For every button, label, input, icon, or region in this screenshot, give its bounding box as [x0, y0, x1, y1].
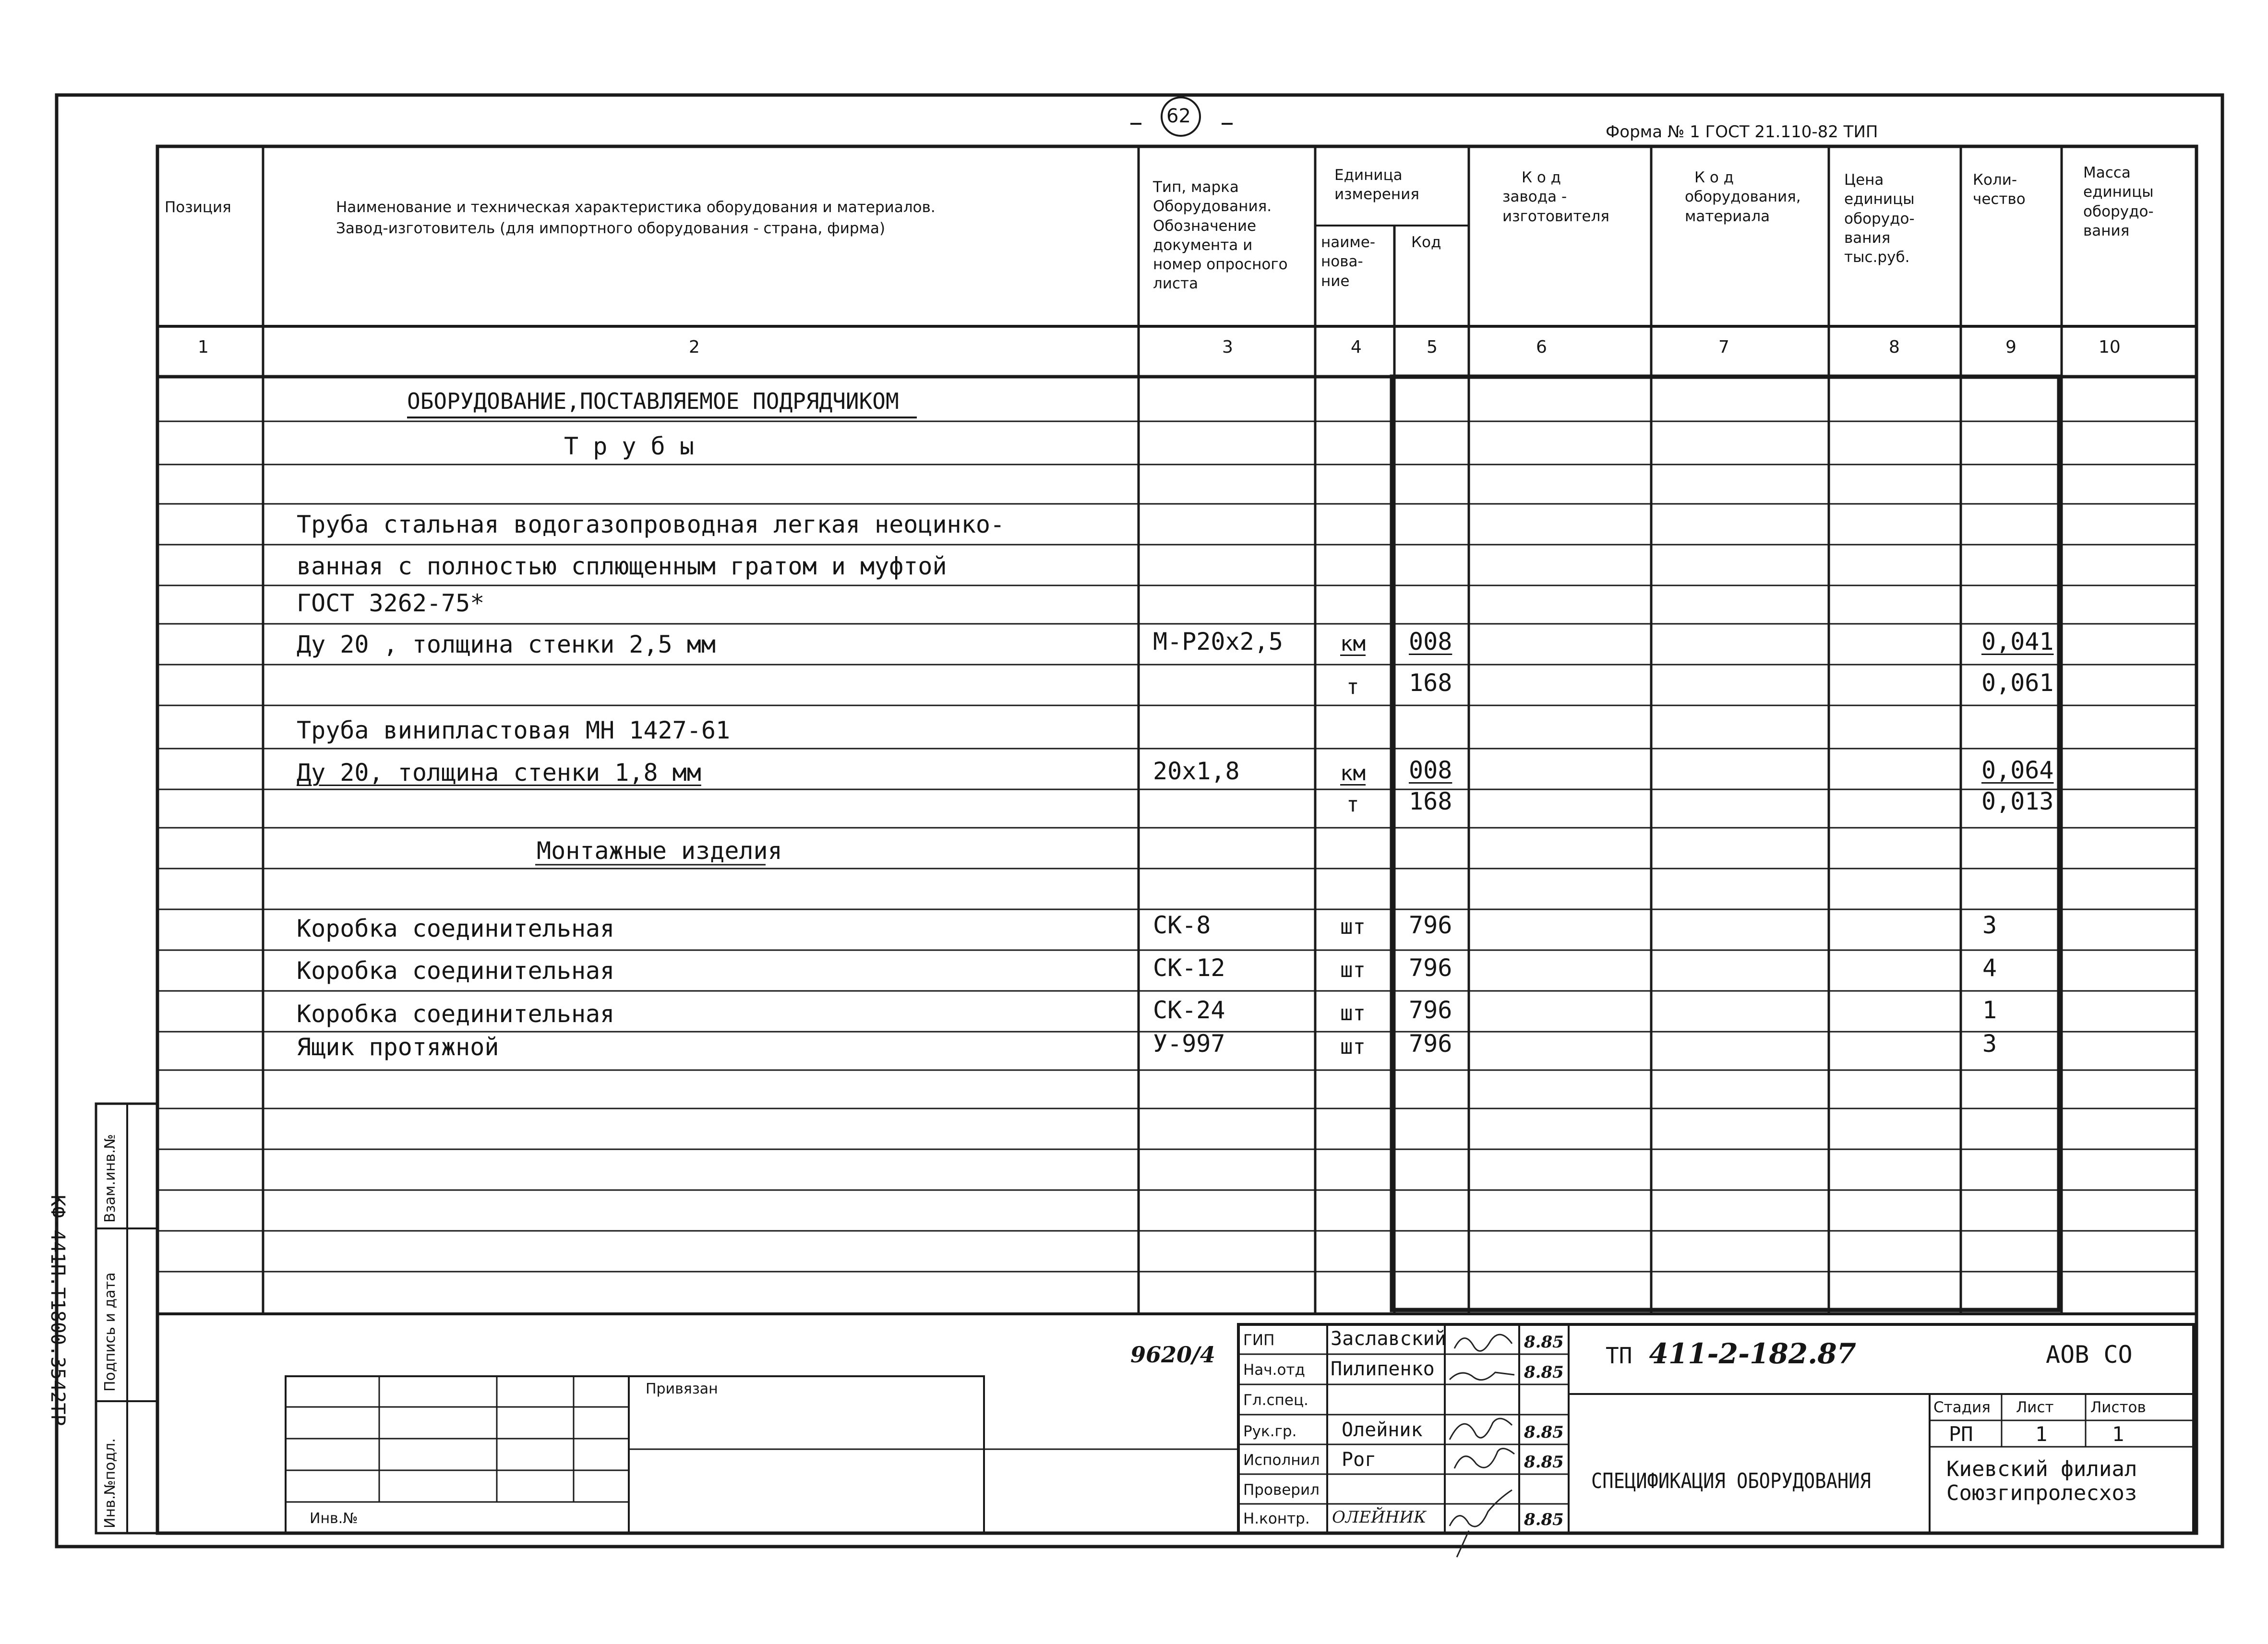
col-number-8: 8	[1889, 337, 1900, 357]
header-unit: Единица измерения	[1334, 167, 1419, 203]
doc-mark: АОВ СО	[2046, 1341, 2133, 1369]
pipe2-unit-km: км	[1340, 761, 1366, 786]
organization-line1: Киевский филиал	[1946, 1457, 2137, 1481]
date-ispolnil: 8.85	[1524, 1453, 1564, 1472]
header-position: Позиция	[165, 199, 231, 216]
pipe1-desc-line1: Труба стальная водогазопроводная легкая неоцинко-	[297, 511, 1005, 538]
privyazan-label: Привязан	[646, 1381, 718, 1397]
item1-name: Коробка соединительная	[297, 915, 615, 942]
stage-label: Стадия	[1933, 1399, 1991, 1416]
subsection-mounting: Монтажные изделия	[537, 837, 782, 865]
pipe1-type: М-Р20х2,5	[1153, 628, 1283, 655]
pipe1-unit-t: т	[1346, 675, 1359, 699]
header-equipment-code: К о д оборудования, материала	[1685, 169, 1801, 225]
item1-type: СК-8	[1153, 911, 1211, 939]
date-gip: 8.85	[1524, 1333, 1564, 1352]
item2-type: СК-12	[1153, 954, 1225, 982]
role-ispolnil: Исполнил	[1243, 1452, 1320, 1469]
side-label-vzam: Взам.инв.№	[102, 1134, 119, 1223]
pipe2-dimension: Ду 20, толщина стенки 1,8 мм	[297, 759, 701, 786]
role-gip: ГИП	[1243, 1332, 1275, 1349]
header-mass: Масса единицы оборудо- вания	[2083, 164, 2154, 239]
col-number-5: 5	[1427, 337, 1438, 357]
name-pilipenko: Пилипенко	[1331, 1358, 1435, 1380]
item3-name: Коробка соединительная	[297, 1000, 615, 1028]
pipe1-dimension: Ду 20 , толщина стенки 2,5 мм	[297, 631, 716, 658]
role-nach-otd: Нач.отд	[1243, 1361, 1305, 1379]
role-proveril: Проверил	[1243, 1481, 1320, 1499]
header-factory-code: К о д завода - изготовителя	[1502, 169, 1609, 225]
item1-code: 796	[1409, 911, 1452, 939]
form-label: Форма № 1 ГОСТ 21.110-82 ТИП	[1606, 122, 1878, 142]
role-gl-spec: Гл.спец.	[1243, 1392, 1308, 1409]
pipe1-code-t: 168	[1409, 669, 1452, 697]
item2-unit: шт	[1340, 958, 1366, 982]
side-doc-code: КФ-441П.Т1800.3542ТР	[47, 1195, 69, 1426]
col-number-4: 4	[1351, 337, 1362, 357]
document-title: СПЕЦИФИКАЦИЯ ОБОРУДОВАНИЯ	[1591, 1469, 1871, 1493]
col-number-2: 2	[689, 337, 700, 357]
header-quantity: Коли- чество	[1973, 171, 2026, 208]
pipe2-desc: Труба винипластовая МН 1427-61	[297, 716, 731, 744]
header-name-line2: Завод-изготовитель (для импортного оборудования - страна, фирма)	[336, 220, 886, 237]
pipe2-qty-km: 0,064	[1981, 756, 2054, 784]
col-number-6: 6	[1536, 337, 1547, 357]
pipe1-code-km: 008	[1409, 628, 1452, 655]
item3-code: 796	[1409, 996, 1452, 1024]
item4-qty: 3	[1982, 1030, 1997, 1058]
col-number-9: 9	[2005, 337, 2016, 357]
item4-name: Ящик протяжной	[297, 1033, 499, 1061]
item3-qty: 1	[1982, 996, 1997, 1024]
name-oleynik: Олейник	[1342, 1419, 1423, 1441]
project-code: ТП 411-2-182.87	[1606, 1337, 1857, 1370]
name-zaslavsky: Заславский	[1331, 1328, 1446, 1350]
item3-unit: шт	[1340, 1001, 1366, 1025]
pipe1-desc-line2: ванная с полностью сплющенным гратом и муфтой	[297, 552, 947, 580]
inv-number-label: Инв.№	[310, 1510, 358, 1527]
item2-code: 796	[1409, 954, 1452, 982]
header-type: Тип, марка Оборудования. Обозначение документа и номер опросного листа	[1153, 179, 1288, 293]
section-title: ОБОРУДОВАНИЕ,ПОСТАВЛЯЕМОЕ ПОДРЯДЧИКОМ	[407, 388, 899, 414]
item4-code: 796	[1409, 1030, 1452, 1058]
date-nach-otd: 8.85	[1524, 1363, 1564, 1382]
name-rog: Рог	[1342, 1449, 1377, 1471]
pipe2-type: 20х1,8	[1153, 757, 1240, 785]
subsection-pipes: Т р у б ы	[564, 432, 694, 460]
date-n-kontr: 8.85	[1524, 1510, 1564, 1529]
item1-unit: шт	[1340, 915, 1366, 939]
sheet-label: Лист	[2016, 1399, 2054, 1416]
pipe1-unit-km: км	[1340, 631, 1366, 656]
header-unit-name: наиме- нова- ние	[1321, 234, 1376, 290]
header-price: Цена единицы оборудо- вания тыс.руб.	[1844, 171, 1915, 266]
col-number-1: 1	[198, 337, 209, 357]
stage-value: РП	[1949, 1422, 1973, 1446]
pipe1-qty-t: 0,061	[1981, 669, 2054, 697]
item2-qty: 4	[1982, 954, 1997, 982]
name-oleynik-control: ОЛЕЙНИК	[1332, 1508, 1427, 1527]
sheet-value: 1	[2035, 1422, 2048, 1446]
pipe2-unit-t: т	[1346, 792, 1359, 817]
header-unit-code: Код	[1411, 234, 1441, 251]
pipe1-qty-km: 0,041	[1981, 628, 2054, 655]
pipe2-qty-t: 0,013	[1981, 787, 2054, 815]
role-n-kontr: Н.контр.	[1243, 1510, 1310, 1527]
sheets-label: Листов	[2090, 1399, 2146, 1416]
pipe2-code-t: 168	[1409, 787, 1452, 815]
col-number-10: 10	[2099, 337, 2121, 357]
role-ruk-gr: Рук.гр.	[1243, 1423, 1297, 1440]
organization-line2: Союзгипролесхоз	[1946, 1481, 2137, 1505]
col-number-3: 3	[1222, 337, 1233, 357]
pipe2-code-km: 008	[1409, 756, 1452, 784]
item1-qty: 3	[1982, 911, 1997, 939]
pipe1-desc-line3: ГОСТ 3262-75*	[297, 589, 485, 617]
item2-name: Коробка соединительная	[297, 957, 615, 985]
item4-unit: шт	[1340, 1035, 1366, 1059]
header-name-line1: Наименование и техническая характеристика оборудования и материалов.	[336, 199, 936, 216]
side-label-inv: Инв.№подл.	[102, 1438, 119, 1528]
sheets-value: 1	[2112, 1422, 2124, 1446]
side-label-podpis: Подпись и дата	[102, 1272, 119, 1392]
page-number: 62	[1166, 105, 1191, 127]
archive-number: 9620/4	[1130, 1342, 1215, 1368]
item4-type: У-997	[1153, 1030, 1225, 1058]
item3-type: СК-24	[1153, 996, 1225, 1024]
col-number-7: 7	[1718, 337, 1729, 357]
date-ruk-gr: 8.85	[1524, 1423, 1564, 1442]
